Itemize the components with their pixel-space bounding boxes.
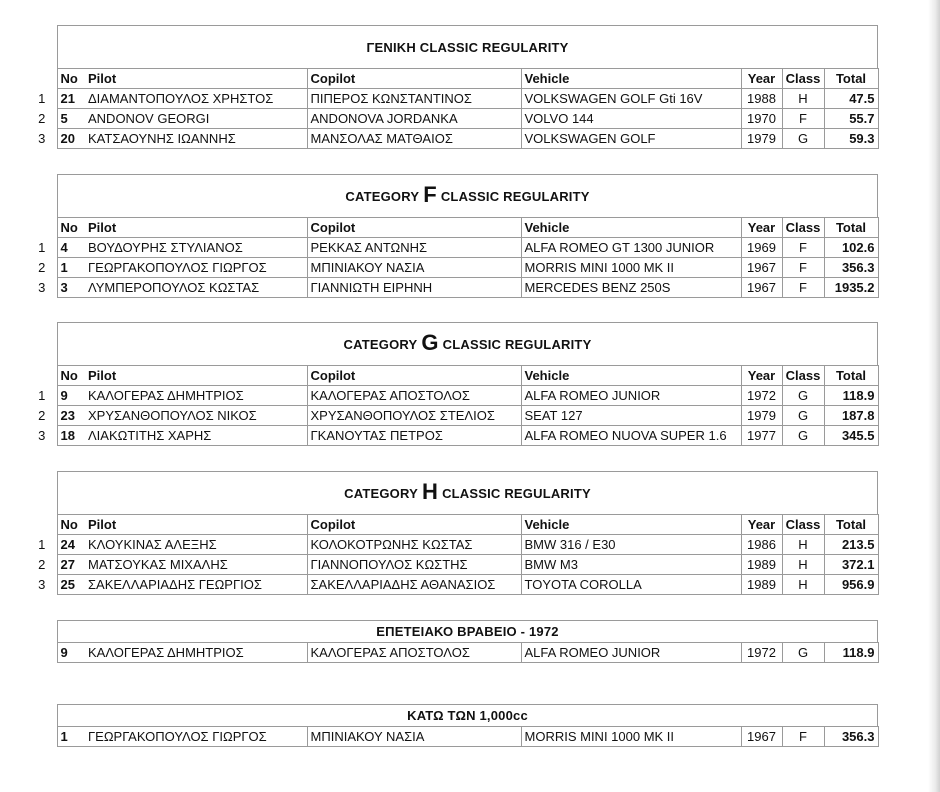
award-title-text: ΚΑΤΩ ΤΩΝ 1,000cc [407,708,528,723]
result-row [27,386,878,406]
copilot-cell: ANDONOVA JORDANKA [307,109,521,129]
no-cell: 3 [57,278,85,298]
year-cell: 1967 [741,258,782,278]
pilot-cell: ΒΟΥΔΟΥΡΗΣ ΣΤΥΛΙΑΝΟΣ [85,238,307,258]
copilot-cell: ΚΑΛΟΓΕΡΑΣ ΑΠΟΣΤΟΛΟΣ [307,643,521,663]
total-cell: 118.9 [824,386,878,406]
copilot-cell: ΠΙΠΕΡΟΣ ΚΩΝΣΤΑΝΤΙΝΟΣ [307,89,521,109]
results-table [27,726,879,747]
result-row [27,278,878,298]
section-title-text: ΓΕΝΙΚΗ CLASSIC REGULARITY [366,39,569,55]
vehicle-cell: ALFA ROMEO GT 1300 JUNIOR [521,238,741,258]
rank-cell: 3 [38,577,46,592]
year-cell: 1969 [741,238,782,258]
total-header: Total [824,218,878,238]
class-cell: H [782,575,824,595]
section-title [57,322,878,365]
year-cell: 1970 [741,109,782,129]
total-cell: 956.9 [824,575,878,595]
section-title-text: CATEGORY [343,336,418,352]
result-row [27,575,878,595]
vehicle-cell: VOLKSWAGEN GOLF [521,129,741,149]
result-row [27,643,878,663]
header-row [27,218,878,238]
copilot-cell: ΜΠΙΝΙΑΚΟΥ ΝΑΣΙΑ [307,258,521,278]
pilot-header: Pilot [85,515,307,535]
vehicle-cell: TOYOTA COROLLA [521,575,741,595]
class-header: Class [782,69,824,89]
pilot-cell: ΓΕΩΡΓΑΚΟΠΟΥΛΟΣ ΓΙΩΡΓΟΣ [85,258,307,278]
pilot-cell: ΛΥΜΠΕΡΟΠΟΥΛΟΣ ΚΩΣΤΑΣ [85,278,307,298]
rank-cell: 1 [38,537,46,552]
no-cell: 18 [57,426,85,446]
copilot-header: Copilot [307,218,521,238]
section-title-suffix: CLASSIC REGULARITY [440,188,590,204]
result-row [27,238,878,258]
no-header: No [57,515,85,535]
category-letter: H [421,479,439,504]
rank-cell: 2 [38,557,46,572]
result-row [27,109,878,129]
year-cell: 1972 [741,643,782,663]
pilot-cell: ΧΡΥΣΑΝΘΟΠΟΥΛΟΣ ΝΙΚΟΣ [85,406,307,426]
no-cell: 9 [57,643,85,663]
result-row [27,89,878,109]
class-cell: G [782,426,824,446]
rank-header-empty [27,366,57,386]
result-row [27,258,878,278]
no-cell: 23 [57,406,85,426]
pilot-cell: ΚΑΛΟΓΕΡΑΣ ΔΗΜΗΤΡΙΟΣ [85,386,307,406]
results-table [27,217,879,298]
class-cell: F [782,258,824,278]
copilot-header: Copilot [307,366,521,386]
class-cell: F [782,109,824,129]
award-title-text: ΕΠΕΤΕΙΑΚΟ ΒΡΑΒΕΙΟ - 1972 [376,624,559,639]
result-row [27,555,878,575]
section-title [57,25,878,68]
category-letter: G [421,330,439,355]
vehicle-header: Vehicle [521,366,741,386]
pilot-cell: ΛΙΑΚΩΤΙΤΗΣ ΧΑΡΗΣ [85,426,307,446]
no-cell: 4 [57,238,85,258]
total-cell: 187.8 [824,406,878,426]
no-cell: 20 [57,129,85,149]
no-cell: 27 [57,555,85,575]
copilot-cell: ΚΑΛΟΓΕΡΑΣ ΑΠΟΣΤΟΛΟΣ [307,386,521,406]
rank-cell: 3 [38,280,46,295]
no-cell: 5 [57,109,85,129]
header-row [27,366,878,386]
copilot-header: Copilot [307,69,521,89]
no-cell: 1 [57,727,85,747]
class-header: Class [782,515,824,535]
category-letter: F [423,182,437,207]
result-row [27,406,878,426]
year-cell: 1967 [741,278,782,298]
class-cell: G [782,386,824,406]
pilot-cell: ANDONOV GEORGI [85,109,307,129]
class-cell: F [782,238,824,258]
copilot-cell: ΧΡΥΣΑΝΘΟΠΟΥΛΟΣ ΣΤΕΛΙΟΣ [307,406,521,426]
year-header: Year [741,218,782,238]
class-cell: G [782,643,824,663]
total-header: Total [824,515,878,535]
no-cell: 1 [57,258,85,278]
section-title-text: CATEGORY [344,485,418,501]
results-table [27,514,879,595]
no-header: No [57,69,85,89]
section-title [57,174,878,217]
rank-cell: 2 [38,111,46,126]
pilot-cell: ΜΑΤΣΟΥΚΑΣ ΜΙΧΑΛΗΣ [85,555,307,575]
total-header: Total [824,366,878,386]
vehicle-cell: ALFA ROMEO JUNIOR [521,643,741,663]
year-header: Year [741,366,782,386]
vehicle-cell: VOLVO 144 [521,109,741,129]
results-table [27,365,879,446]
total-cell: 356.3 [824,258,878,278]
year-cell: 1979 [741,129,782,149]
results-table [27,68,879,149]
total-cell: 213.5 [824,535,878,555]
class-header: Class [782,366,824,386]
total-header: Total [824,69,878,89]
rank-cell: 3 [38,131,46,146]
class-cell: H [782,535,824,555]
class-cell: F [782,727,824,747]
pilot-cell: ΚΑΛΟΓΕΡΑΣ ΔΗΜΗΤΡΙΟΣ [85,643,307,663]
vehicle-cell: MORRIS MINI 1000 MK II [521,727,741,747]
copilot-cell: ΓΚΑΝΟΥΤΑΣ ΠΕΤΡΟΣ [307,426,521,446]
no-header: No [57,218,85,238]
year-cell: 1989 [741,575,782,595]
section-title-suffix: CLASSIC REGULARITY [442,336,592,352]
class-cell: H [782,89,824,109]
year-cell: 1988 [741,89,782,109]
year-cell: 1986 [741,535,782,555]
copilot-cell: ΜΠΙΝΙΑΚΟΥ ΝΑΣΙΑ [307,727,521,747]
class-header: Class [782,218,824,238]
no-cell: 9 [57,386,85,406]
class-cell: G [782,129,824,149]
year-cell: 1979 [741,406,782,426]
section-title-text: CATEGORY [345,188,420,204]
class-cell: H [782,555,824,575]
pilot-header: Pilot [85,366,307,386]
pilot-cell: ΓΕΩΡΓΑΚΟΠΟΥΛΟΣ ΓΙΩΡΓΟΣ [85,727,307,747]
rank-cell: 2 [38,408,46,423]
copilot-cell: ΜΑΝΣΟΛΑΣ ΜΑΤΘΑΙΟΣ [307,129,521,149]
total-cell: 47.5 [824,89,878,109]
class-cell: F [782,278,824,298]
copilot-cell: ΓΙΑΝΝΟΠΟΥΛΟΣ ΚΩΣΤΗΣ [307,555,521,575]
year-cell: 1967 [741,727,782,747]
rank-cell: 1 [38,240,46,255]
year-header: Year [741,515,782,535]
vehicle-header: Vehicle [521,218,741,238]
result-row [27,727,878,747]
total-cell: 55.7 [824,109,878,129]
results-table [27,642,879,663]
pilot-cell: ΣΑΚΕΛΛΑΡΙΑΔΗΣ ΓΕΩΡΓΙΟΣ [85,575,307,595]
no-cell: 21 [57,89,85,109]
copilot-cell: ΓΙΑΝΝΙΩΤΗ ΕΙΡΗΝΗ [307,278,521,298]
pilot-header: Pilot [85,218,307,238]
copilot-cell: ΣΑΚΕΛΛΑΡΙΑΔΗΣ ΑΘΑΝΑΣΙΟΣ [307,575,521,595]
pilot-cell: ΔΙΑΜΑΝΤΟΠΟΥΛΟΣ ΧΡΗΣΤΟΣ [85,89,307,109]
year-cell: 1972 [741,386,782,406]
page-edge-shadow [928,0,940,792]
header-row [27,515,878,535]
vehicle-cell: BMW 316 / E30 [521,535,741,555]
vehicle-cell: ALFA ROMEO NUOVA SUPER 1.6 [521,426,741,446]
no-cell: 24 [57,535,85,555]
rank-cell: 2 [38,260,46,275]
award-title [57,704,878,726]
class-cell: G [782,406,824,426]
vehicle-cell: MORRIS MINI 1000 MK II [521,258,741,278]
vehicle-cell: BMW M3 [521,555,741,575]
rank-cell: 1 [38,91,46,106]
result-row [27,129,878,149]
rank-cell-empty [27,643,57,663]
vehicle-cell: VOLKSWAGEN GOLF Gti 16V [521,89,741,109]
rank-cell: 3 [38,428,46,443]
total-cell: 345.5 [824,426,878,446]
rank-header-empty [27,69,57,89]
total-cell: 59.3 [824,129,878,149]
result-row [27,426,878,446]
year-cell: 1977 [741,426,782,446]
total-cell: 102.6 [824,238,878,258]
total-cell: 1935.2 [824,278,878,298]
vehicle-header: Vehicle [521,515,741,535]
copilot-cell: ΚΟΛΟΚΟΤΡΩΝΗΣ ΚΩΣΤΑΣ [307,535,521,555]
vehicle-cell: SEAT 127 [521,406,741,426]
section-title [57,471,878,514]
copilot-header: Copilot [307,515,521,535]
pilot-header: Pilot [85,69,307,89]
pilot-cell: ΚΛΟΥΚΙΝΑΣ ΑΛΕΞΗΣ [85,535,307,555]
rank-header-empty [27,515,57,535]
vehicle-cell: ALFA ROMEO JUNIOR [521,386,741,406]
result-row [27,535,878,555]
total-cell: 372.1 [824,555,878,575]
pilot-cell: ΚΑΤΣΑΟΥΝΗΣ ΙΩΑΝΝΗΣ [85,129,307,149]
section-title-suffix: CLASSIC REGULARITY [442,485,591,501]
rank-cell: 1 [38,388,46,403]
no-header: No [57,366,85,386]
no-cell: 25 [57,575,85,595]
vehicle-cell: MERCEDES BENZ 250S [521,278,741,298]
rank-header-empty [27,218,57,238]
copilot-cell: ΡΕΚΚΑΣ ΑΝΤΩΝΗΣ [307,238,521,258]
total-cell: 118.9 [824,643,878,663]
year-cell: 1989 [741,555,782,575]
vehicle-header: Vehicle [521,69,741,89]
rank-cell-empty [27,727,57,747]
header-row [27,69,878,89]
total-cell: 356.3 [824,727,878,747]
year-header: Year [741,69,782,89]
award-title [57,620,878,642]
